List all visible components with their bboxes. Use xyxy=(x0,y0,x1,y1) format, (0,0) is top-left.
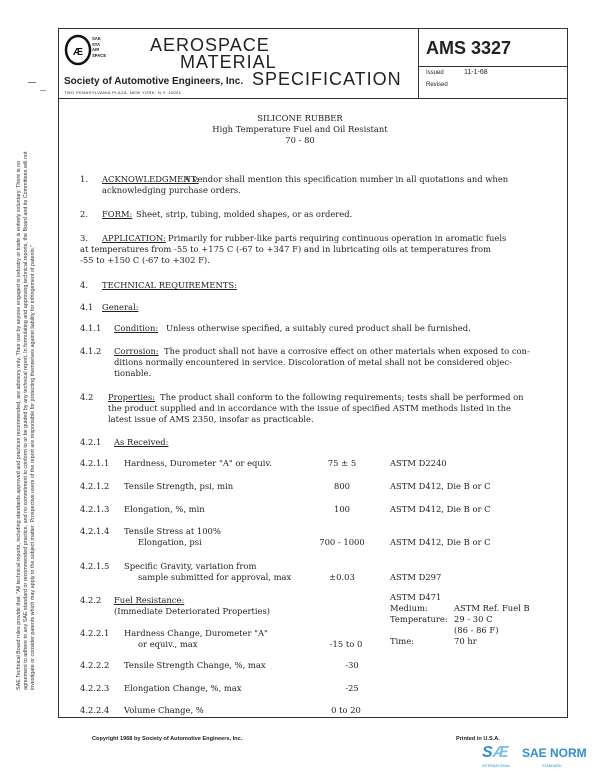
revised-label: Revised xyxy=(426,82,448,88)
section-text: Sheet, strip, tubing, molded shapes, or as ordered. xyxy=(136,209,353,219)
row-label: Hardness Change, Durometer "A" xyxy=(124,628,268,638)
material-hardness-range: 70 - 80 xyxy=(285,135,315,145)
row-number: 4.2.2.1 xyxy=(80,628,110,638)
section-number: 4.2.2 xyxy=(80,595,102,605)
section-number: 3. xyxy=(80,233,88,243)
section-text: Primarily for rubber-like parts requiring continuous operation in aromatic fuels xyxy=(168,233,507,243)
row-label-cont: Elongation, psi xyxy=(138,537,202,547)
watermark-brand: SAE NORM xyxy=(522,746,587,760)
temperature-value: 29 - 30 C xyxy=(454,614,493,624)
row-value: 0 to 20 xyxy=(331,705,361,715)
row-label-cont: sample submitted for approval, max xyxy=(138,572,292,582)
temperature-label: Temperature: xyxy=(390,614,448,624)
sae-logo-icon xyxy=(64,34,92,66)
row-value: -30 xyxy=(345,660,359,670)
section-text: at temperatures from -55 to +175 C (-67 to +347 F) and in lubricating oils at temperatures from xyxy=(80,244,492,254)
section-heading: General: xyxy=(102,302,139,312)
row-label-cont: or equiv., max xyxy=(138,639,198,649)
society-name: Society of Automotive Engineers, Inc. xyxy=(64,76,244,87)
row-method: ASTM D412, Die B or C xyxy=(390,504,491,514)
copyright: Copyright 1968 by Society of Automotive Engineers, Inc. xyxy=(92,736,243,742)
header-rule xyxy=(58,98,568,99)
row-number: 4.2.1.4 xyxy=(80,526,110,536)
watermark xyxy=(482,744,596,770)
row-value: 700 - 1000 xyxy=(319,537,365,547)
margin-mark xyxy=(40,90,46,91)
row-method: ASTM D297 xyxy=(390,572,442,582)
medium-value: ASTM Ref. Fuel B xyxy=(454,603,530,613)
row-value: -15 to 0 xyxy=(329,639,363,649)
row-method: ASTM D412, Die B or C xyxy=(390,537,491,547)
title-aerospace: AEROSPACE xyxy=(150,35,270,55)
row-label: Volume Change, % xyxy=(124,705,204,715)
section-heading: Fuel Resistance: xyxy=(114,595,185,605)
section-number: 4. xyxy=(80,280,88,290)
section-number: 1. xyxy=(80,174,88,184)
sae-logo xyxy=(64,34,92,66)
row-label: Tensile Strength Change, %, max xyxy=(124,660,266,670)
section-text: acknowledging purchase orders. xyxy=(102,185,241,195)
row-number: 4.2.2.4 xyxy=(80,705,110,715)
row-label: Tensile Strength, psi, min xyxy=(124,481,234,491)
section-number: 4.1 xyxy=(80,302,94,312)
issued-date: 11-1-68 xyxy=(464,69,488,76)
row-number: 4.2.1.5 xyxy=(80,561,110,571)
watermark-sae-mark: SÆ xyxy=(482,744,509,761)
section-heading: TECHNICAL REQUIREMENTS: xyxy=(102,280,237,290)
section-text: -55 to +150 C (-67 to +302 F). xyxy=(80,255,210,265)
section-heading: APPLICATION: xyxy=(102,233,166,243)
title-material: MATERIAL xyxy=(180,52,277,72)
margin-mark xyxy=(28,82,36,83)
temperature-value-f: (86 - 86 F) xyxy=(454,625,499,635)
section-subheading: (Immediate Deteriorated Properties) xyxy=(114,606,271,616)
row-value: -25 xyxy=(345,683,359,693)
row-value: 800 xyxy=(334,481,350,491)
row-number: 4.2.2.2 xyxy=(80,660,110,670)
row-label: Hardness, Durometer "A" or equiv. xyxy=(124,458,272,468)
logo-line: SPACE xyxy=(92,52,107,58)
row-value: 75 ± 5 xyxy=(327,458,357,468)
medium-label: Medium: xyxy=(390,603,428,613)
section-text: the product supplied and in accordance with the issue of specified ASTM methods listed in the xyxy=(108,403,511,413)
row-method: ASTM D412, Die B or C xyxy=(390,481,491,491)
section-heading: FORM: xyxy=(102,209,133,219)
row-number: 4.2.1.1 xyxy=(80,458,110,468)
section-text: tionable. xyxy=(114,368,152,378)
row-number: 4.2.1.2 xyxy=(80,481,110,491)
section-text: A vendor shall mention this specification number in all quotations and when xyxy=(184,174,509,184)
society-address: TWO PENNSYLVANIA PLAZA, NEW YORK, N.Y. 10001 xyxy=(64,90,182,95)
section-number: 4.1.1 xyxy=(80,323,102,333)
logo-tagline xyxy=(92,36,106,58)
row-method: ASTM D2240 xyxy=(390,458,447,468)
section-number: 4.2.1 xyxy=(80,437,102,447)
row-label: Tensile Stress at 100% xyxy=(124,526,221,536)
row-label: Elongation Change, %, max xyxy=(124,683,242,693)
printed-in: Printed in U.S.A. xyxy=(456,736,500,742)
watermark-left-tag: INTERNATIONAL xyxy=(482,764,511,768)
watermark-right-tag: STANDARD xyxy=(542,764,562,768)
row-label: Specific Gravity, variation from xyxy=(124,561,257,571)
section-heading: ACKNOWLEDGMENT: xyxy=(102,174,199,184)
logo-line: AIR xyxy=(92,47,100,53)
section-number: 4.2 xyxy=(80,392,94,402)
section-heading: Condition: xyxy=(114,323,159,333)
spec-number: AMS 3327 xyxy=(426,38,512,58)
section-text: Unless otherwise specified, a suitably cured product shall be furnished. xyxy=(166,323,471,333)
row-number: 4.2.2.3 xyxy=(80,683,110,693)
row-value: 100 xyxy=(334,504,350,514)
spec-number-rule xyxy=(418,66,568,67)
time-label: Time: xyxy=(390,636,414,646)
time-value: 70 hr xyxy=(454,636,477,646)
section-text: latest issue of AMS 2350, insofar as practicable. xyxy=(108,414,314,424)
row-label: Elongation, %, min xyxy=(124,504,205,514)
fuel-test-method: ASTM D471 xyxy=(390,592,442,602)
row-number: 4.2.1.3 xyxy=(80,504,110,514)
section-number: 2. xyxy=(80,209,88,219)
section-number: 4.1.2 xyxy=(80,346,102,356)
section-text: The product shall not have a corrosive effect on other materials when exposed to con- xyxy=(164,346,530,356)
section-text: ditions normally encountered in service. Discoloration of metal shall not be considered objec- xyxy=(114,357,512,367)
row-value: ±0.03 xyxy=(329,572,355,582)
section-heading: Corrosion: xyxy=(114,346,159,356)
issued-label: Issued xyxy=(426,70,444,76)
section-heading: As Received: xyxy=(114,437,169,447)
disclaimer-sidebar xyxy=(2,140,50,700)
svg-text:Æ: Æ xyxy=(73,47,83,58)
section-heading: Properties: xyxy=(108,392,156,402)
header-divider xyxy=(418,28,419,98)
logo-line: STA xyxy=(92,41,101,47)
material-title: SILICONE RUBBER xyxy=(257,113,343,123)
section-text: The product shall conform to the following requirements; tests shall be performed on xyxy=(160,392,524,402)
logo-line: SAE xyxy=(92,36,101,41)
title-specification: SPECIFICATION xyxy=(252,69,402,89)
material-subtitle: High Temperature Fuel and Oil Resistant xyxy=(212,124,388,134)
disclaimer-text: SAE Technical Board rules provide that: "All technical reports, including standards approved and practices recommended, are advisory only. Their use by anyone engaged in industry or trade is entirely voluntary. There is no agreement to adhere to any SAE standard or recommended practice, and no commitment to conform to or be guided by any technical report. In formulating and approving technical reports, the Board and its Committees will not investigate or consider patents which may apply to the subject matter. Prospective users of the report are responsible for protecting themselves against liability for infringement of patents." xyxy=(15,151,36,690)
